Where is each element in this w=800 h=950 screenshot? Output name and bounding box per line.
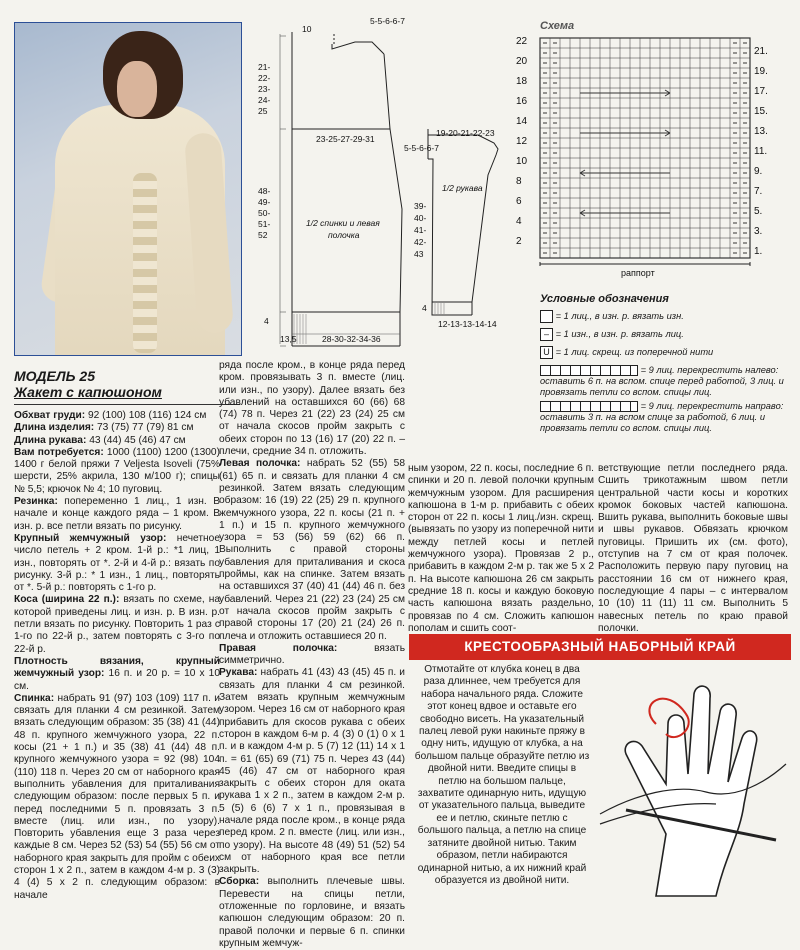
schema-row-label: 14: [516, 116, 528, 127]
sleeve-height-2: 41-: [414, 225, 427, 235]
cable-schema: [516, 30, 786, 292]
legend-item-purl: – = 1 изн., в изн. р. вязать лиц.: [540, 328, 790, 341]
col2-paragraph: ряда после кром., в конце ряда перед кром. провязывать 3 п. вместе (лиц. или изн., по узору). Далее вязать без убавлений на оставшихся 60 (66) 68 (74) 78 п. Через 21 (22) 23 (24) 25 см от начала скосов пройм закрыть с обеих сторон по 13 (16) 17 (20) 22 п. – плечи, средние 34 п. отложить.: [219, 360, 405, 458]
schema-row-label: 3.: [754, 226, 763, 237]
schema-row-label: 13.: [754, 126, 768, 137]
body-height-top-4: 25: [258, 106, 268, 116]
spec-length: Длина изделия: 73 (75) 77 (79) 81 см: [14, 422, 194, 434]
schema-title: Схема: [540, 20, 575, 32]
legend-cross-right: = 9 лиц. перекрестить направо: оставить 3 п. на вспом спице за работой, 6 лиц. и провязать петли со вспом. спицы лиц.: [540, 401, 784, 434]
sleeve-height-3: 42-: [414, 237, 427, 247]
col1-paragraph: Резинка: попеременно 1 лиц., 1 изн. В начале и конце каждого ряда – 1 кром. В изн. р. все петли вязать по рисунку.: [14, 496, 220, 532]
body-shoulder: 5-5-6-6-7: [370, 16, 405, 26]
schema-row-label: 6: [516, 196, 522, 207]
model-number: МОДЕЛЬ 25: [14, 368, 95, 384]
body-bottom-width: 28-30-32-34-36: [322, 334, 381, 344]
body-height-side-3: 51-: [258, 219, 271, 229]
cast-on-banner: КРЕСТООБРАЗНЫЙ НАБОРНЫЙ КРАЙ: [409, 634, 791, 660]
sleeve-height-4: 43: [414, 249, 424, 259]
sleeve-cap: 5-5-6-6-7: [404, 143, 439, 153]
schema-row-label: 19.: [754, 66, 768, 77]
hand-illustration: [596, 664, 796, 896]
col1-paragraph: Спинка: набрать 91 (97) 103 (109) 117 п. и связать для планки 4 см резинкой. Затем вязать следующим образом: 35 (38) 41 (44) 48 п. крупного жемчужного узора, 22 п. косы (21 + 1 п.) и 35 (38) 41 (44) 48 п. крупного жемчужного узора = 92 (98) 104 (110) 118 п. Через 20 см от наборного края выполнить убавления для приталивания следующим образом: после первых 5 п. и перед последними 5 п. провязать 3 п. вместе (лиц. или изн., по узору). Повторить убавления еще 3 раза через каждые 8 см. Через 52 (53) 54 (55) 56 см от наборного края закрыть для пройм с обеих сторон 1 х 2 п., затем в каждом 4-м р. 3 (3) 4 (4) 5 х 2 п. следующим образом: в начале: [14, 692, 220, 901]
instructions-column-1: [14, 410, 220, 901]
body-neck-width: 23-25-27-29-31: [316, 134, 375, 144]
body-height-side-4: 52: [258, 230, 268, 240]
body-label-line1: 1/2 спинки и левая: [306, 218, 380, 228]
legend-cross-left: = 9 лиц. перекрестить налево: оставить 6 п. на вспом. спице перед работой, 3 лиц. и провязать петли со вспом. спицы лиц.: [540, 365, 784, 398]
schema-row-label: 15.: [754, 106, 768, 117]
body-height-top-0: 21-: [258, 62, 271, 72]
col2-paragraph: Правая полочка: вязать симметрично.: [219, 642, 406, 667]
cross-left-symbol-icon: [540, 365, 638, 376]
schema-row-label: 18: [516, 76, 528, 87]
schema-row-label: 17.: [754, 86, 768, 97]
col1-paragraph: Вам потребуется: 1000 (1100) 1200 (1300) 1400 г белой пряжи 7 Veljesta Isoveli (75% шерсти, 25% акрила, 130 м/100 г); спицы № 5,5; крючок № 4; 10 пуговиц.: [14, 446, 220, 495]
body-height-top-3: 24-: [258, 95, 271, 105]
sleeve-hem: 4: [422, 303, 427, 313]
sleeve-height-1: 40-: [414, 213, 427, 223]
schema-row-label: 2: [516, 236, 522, 247]
spec-sleeve: Длина рукава: 43 (44) 45 (46) 47 см: [14, 434, 186, 446]
sleeve-pattern-diagram: [398, 125, 508, 357]
instructions-column-3: ным узором, 22 п. косы, последние 6 п. спинки и 20 п. левой полочки крупным жемчужным узором. Для расширения капюшона в 1-м р. прибавить с обеих сторон от 22 п. косы 1 лиц./изн. скрещ. (вывязать по узору из поперечной нити между петлей косы и петлей жемчужного узора). Провязав 2 р., прибавить в каждом 2-м р. так же 5 х 2 п. На высоте капюшона 26 см закрыть средние 18 п. косы и каждую боковую часть капюшона вязать раздельно, провязав по 4 см. Сложить капюшон пополам и сшить соот-: [408, 463, 595, 634]
legend: [540, 310, 790, 434]
col2-paragraph: Левая полочка: набрать 52 (55) 58 (61) 65 п. и связать для планки 4 см резинкой. Затем вязать следующим образом: 16 (19) 22 (25) 29 п. крупного жемчужного узора, 22 п. косы (21 п. + 1 п.) и 15 п. крупного жемчужного узора = 53 (56) 59 (62) 66 п. Выполнить с правой стороны убавления для приталивания и скоса проймы, как на спинке. Затем вязать на оставшихся 37 (40) 41 (44) 46 п. без убавлений. Через 21 (22) 23 (24) 25 см от начала скосов пройм закрыть с правой стороны 17 (20) 21 (24) 26 п. плеча и отложить оставшиеся 20 п.: [219, 458, 405, 642]
body-bottom-left: 13,5: [280, 334, 297, 344]
schema-row-label: 11.: [754, 146, 768, 157]
body-hem: 4: [264, 316, 269, 326]
title-divider: [14, 404, 240, 405]
twisted-symbol-icon: U: [540, 346, 553, 359]
schema-row-label: 16: [516, 96, 528, 107]
schema-row-label: 5.: [754, 206, 763, 217]
schema-row-label: 8: [516, 176, 522, 187]
knit-symbol-icon: [540, 310, 553, 323]
purl-symbol-icon: –: [540, 328, 553, 341]
body-height-side-0: 48-: [258, 186, 271, 196]
col1-paragraph: Коса (ширина 22 п.): вязать по схеме, на которой приведены лиц. и изн. р. В изн. р. петли вязать по рисунку. Повторить 1 раз с 1-го по 22-й р., затем повторять с 3-го по 22-й р.: [14, 594, 220, 655]
legend-item-knit: = 1 лиц., в изн. р. вязать изн.: [540, 310, 790, 323]
body-label-line2: полочка: [328, 230, 360, 240]
spec-bust: Обхват груди: 92 (100) 108 (116) 124 см: [14, 410, 207, 421]
col2-paragraph: Рукава: набрать 41 (43) 43 (45) 45 п. и связать для планки 4 см резинкой. Затем вязать крупным жемчужным узором. Через 16 см от наборного края прибавить для скосов рукава с обеих сторон в каждом 6-м р. 4 (3) 0 (1) 0 х 1 п. и в каждом 4-м р. 5 (7) 12 (11) 14 х 1 п. = 61 (65) 69 (71) 75 п. Через 43 (44) 45 (46) 47 см от наборного края закрыть с обеих сторон для оката рукава 1 х 2 п., затем в каждом 2-м р. 5 (5) 6 (6) 7 х 1 п., провязывая в начале ряда после кром., в конце ряда перед кром. 2 п. вместе (лиц. или изн., по узору). На высоте 48 (49) 51 (52) 54 см от наборного края все петли закрыть.: [219, 667, 405, 876]
model-name: Жакет с капюшоном: [14, 384, 162, 400]
body-height-top-2: 23-: [258, 84, 271, 94]
sleeve-label: 1/2 рукава: [442, 183, 483, 193]
schema-row-label: 10: [516, 156, 528, 167]
legend-title: Условные обозначения: [540, 293, 669, 305]
schema-row-label: 20: [516, 56, 528, 67]
sleeve-height-0: 39-: [414, 201, 427, 211]
col1-paragraph: Крупный жемчужный узор: нечетное число петель + 2 кром. 1-й р.: *1 лиц, 1 изн., повторять от *. 2-й и 4-й р.: вязать по рисунку. 3-й р.: * 1 изн., 1 лиц., повторять от *. 5-й р.: повторять с 1-го р.: [14, 532, 220, 594]
schema-row-label: 22: [516, 36, 528, 47]
body-height-top-1: 22-: [258, 73, 271, 83]
sleeve-top-width: 19-20-21-22-23: [436, 128, 495, 138]
body-height-side-1: 49-: [258, 197, 271, 207]
sleeve-bottom-width: 12-13-13-14-14: [438, 319, 497, 329]
body-top-width: 10: [302, 24, 312, 34]
schema-row-label: 1.: [754, 246, 763, 257]
schema-row-label: 21.: [754, 46, 768, 57]
schema-row-label: 12: [516, 136, 528, 147]
cross-right-symbol-icon: [540, 401, 638, 412]
body-height-side-2: 50-: [258, 208, 271, 218]
col1-paragraph: Плотность вязания, крупный жемчужный узор: 16 п. и 20 р. = 10 х 10 см.: [14, 655, 220, 692]
schema-row-label: 9.: [754, 166, 763, 177]
schema-row-label: 4: [516, 216, 522, 227]
col2-paragraph: Сборка: выполнить плечевые швы. Перевести на спицы петли, отложенные по горловине, и вязать капюшон следующим образом: 20 п. правой полочки и первые 6 п. спинки крупным жемчуж-: [219, 876, 405, 949]
instructions-column-2: [219, 360, 406, 949]
legend-item-twisted: U = 1 лиц. скрещ. из поперечной нити: [540, 346, 790, 359]
body-pattern-diagram: [250, 14, 410, 354]
cast-on-text: Отмотайте от клубка конец в два раза длиннее, чем требуется для набора начального ряда. Сложите этот конец вдвое и оставьте его свободно висеть. На указательный палец левой руки накиньте пряжу в одну нить, идущую от клубка, а на большом пальце образуйте петлю из двойной нити. Введите спицы в петлю на большом пальце, захватите одинарную нить, идущую от указательного пальца, выведите ее и петлю, скиньте петлю с большого пальца, а петлю на спице затяните двойной нитью. Таким образом, петли набираются одинарной нитью, а их нижний край образуется из двойной нити.: [414, 664, 590, 886]
schema-repeat: раппорт: [621, 268, 655, 278]
model-photo: [14, 22, 242, 356]
schema-row-label: 7.: [754, 186, 763, 197]
instructions-column-4: ветствующие петли последнего ряда. Сшить трикотажным швом петли центральной части косы и коротких кромок боковых частей капюшона. Вшить рукава, выполнить боковые швы и швы рукавов. Обвязать крючком пуговицы. Пришить их (см. фото), отступив на 7 см от края полочек. Расположить первую пару пуговиц на расстоянии 16 см от нижнего края, последующие 4 пары – с интервалом 10 (10) 11 (11) 11 см. Выполнить 5 навесных петель по краю правой полочки.: [598, 463, 788, 634]
